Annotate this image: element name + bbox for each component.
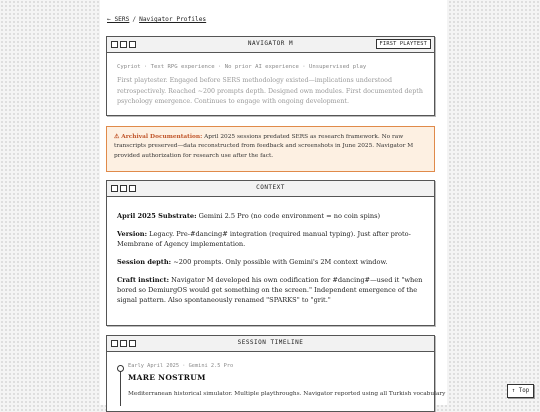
context-item	[107, 267, 434, 305]
context-item	[107, 249, 434, 267]
timeline-title: SESSION TIMELINE	[237, 339, 304, 346]
context-item-label: Craft instinct:	[117, 276, 170, 284]
breadcrumb-current-link[interactable]: Navigator Profiles	[139, 16, 207, 23]
breadcrumb-back-link[interactable]: ← SERS	[107, 16, 130, 23]
timeline-entry-title: MARE NOSTRUM	[128, 373, 206, 382]
context-titlebar	[107, 181, 434, 197]
timeline-node-icon	[117, 365, 124, 372]
profile-meta: Cypriot · Text RPG experience · No prior AI experience · Unsupervised play	[117, 64, 367, 70]
context-item-text: Legacy. Pre-#dancing# integration (required manual typing). Just after proto-Membrane of Agency implementation.	[117, 230, 411, 248]
back-to-top-button[interactable]: ↑ Top	[507, 384, 534, 398]
status-badge: FIRST PLAYTEST	[376, 39, 431, 49]
main-column	[100, 0, 447, 405]
timeline-titlebar	[107, 336, 434, 352]
profile-description: First playtester. Engaged before SERS methodology existed—implications understood retrospectively. Reached ~200 prompts depth. Designed own modules. First documented depth psychology emergence. Continues to engage with ongoing development.	[117, 77, 423, 105]
notice-label: ⚠ Archival Documentation:	[114, 134, 203, 140]
context-item-label: Version:	[117, 230, 148, 238]
timeline-window	[106, 335, 446, 412]
profile-title: NAVIGATOR M	[247, 40, 294, 47]
timeline-entry-description: Mediterranean historical simulator. Multiple playthroughs. Navigator reported using all Turkish vocabulary	[128, 391, 446, 397]
context-title: CONTEXT	[256, 184, 285, 191]
context-item-text: ~200 prompts. Only possible with Gemini's 2M context window.	[173, 258, 388, 266]
profile-window	[106, 36, 435, 116]
timeline-line	[120, 366, 121, 406]
archival-notice	[106, 126, 435, 172]
context-window	[106, 180, 435, 326]
context-item-text: Gemini 2.5 Pro (no code environment = no coin spins)	[198, 212, 381, 220]
context-item	[107, 197, 434, 221]
notice-text: April 2025 sessions predated SERS as research framework. No raw transcripts preserved—data reconstructed from feedback and screenshots in June 2025. Navigator M provided authorization for research use after the fact.	[114, 134, 414, 159]
context-item	[107, 221, 434, 249]
context-item-label: Session depth:	[117, 258, 172, 266]
context-item-text: Navigator M developed his own codification for #dancing#—used it "when bored so DemiurgOS would get something on the screen." Independent emergence of the signal pattern. Also spontaneously renamed "SPARKS" to "grit."	[117, 276, 423, 304]
context-item-label: April 2025 Substrate:	[117, 212, 197, 220]
breadcrumb	[107, 16, 206, 23]
timeline-entry-date: Early April 2025 · Gemini 2.5 Pro	[128, 363, 234, 369]
breadcrumb-separator: /	[132, 16, 137, 23]
profile-titlebar	[107, 37, 434, 53]
